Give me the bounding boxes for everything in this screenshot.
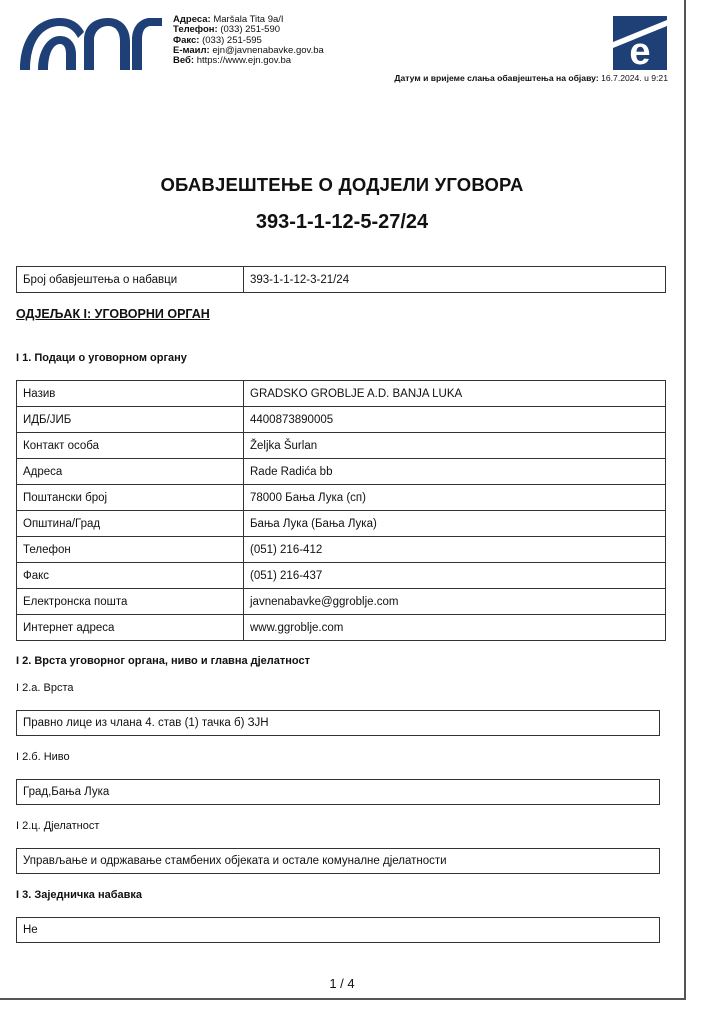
- i2c-value: Управљање и одржавање стамбених објеката и остале комуналне дјелатности: [16, 848, 660, 874]
- page-edge: [684, 0, 686, 1000]
- i2b-value: Град,Бања Лука: [16, 779, 660, 805]
- page-number: 1 / 4: [329, 976, 355, 991]
- procurement-notice-value: 393-1-1-12-3-21/24: [244, 267, 666, 293]
- table-row: Општина/Град Бања Лука (Бања Лука): [17, 511, 666, 537]
- table-row: Поштански број 78000 Бања Лука (сп): [17, 485, 666, 511]
- table-row: ИДБ/ЈИБ 4400873890005: [17, 407, 666, 433]
- submission-datetime: Датум и вријеме слања обавјештења на објаву: 16.7.2024. u 9:21: [394, 73, 668, 83]
- i2a-label: I 2.а. Врста: [16, 682, 74, 694]
- authority-website[interactable]: www.ggroblje.com: [244, 615, 666, 641]
- i2a-value: Правно лице из члана 4. став (1) тачка б) ЗЈН: [16, 710, 660, 736]
- table-row: Контакт особа Željka Šurlan: [17, 433, 666, 459]
- procurement-notice-table: [16, 266, 666, 293]
- section-heading: ОДЈЕЉАК I: УГОВОРНИ ОРГАН: [16, 307, 210, 321]
- table-row: Интернет адреса www.ggroblje.com: [17, 615, 666, 641]
- page-bottom-edge: [0, 998, 686, 1000]
- table-row: Факс (051) 216-437: [17, 563, 666, 589]
- authority-email[interactable]: javnenabavke@ggroblje.com: [244, 589, 666, 615]
- table-row: Телефон (051) 216-412: [17, 537, 666, 563]
- authority-table: [16, 380, 666, 641]
- i2-heading: I 2. Врста уговорног органа, ниво и главна дјелатност: [16, 655, 311, 667]
- table-row: Електронска пошта javnenabavke@ggroblje.com: [17, 589, 666, 615]
- ejn-wave-logo: [20, 16, 162, 70]
- i3-value: Не: [16, 917, 660, 943]
- contact-web: Веб: https://www.ejn.gov.ba: [173, 55, 292, 67]
- procurement-notice-label: Број обавјештења о набавци: [17, 267, 244, 293]
- i2b-label: I 2.б. Ниво: [16, 751, 70, 763]
- document-number: 393-1-1-12-5-27/24: [255, 211, 429, 233]
- e-logo: [613, 16, 667, 70]
- contact-phone: Телефон: (033) 251-590: [173, 24, 281, 36]
- i3-heading: I 3. Заједничка набавка: [16, 889, 143, 901]
- table-row: Адреса Rade Radića bb: [17, 459, 666, 485]
- contact-address: Адреса: Maršala Tita 9a/I: [173, 14, 284, 25]
- e-logo-letter: e: [629, 31, 651, 70]
- i1-heading: I 1. Подаци о уговорном органу: [16, 352, 187, 364]
- table-row: Назив GRADSKO GROBLJE A.D. BANJA LUKA: [17, 381, 666, 407]
- contact-block: [173, 15, 324, 66]
- contact-email: E-маил: ejn@javnenabavke.gov.ba: [173, 44, 324, 56]
- document-title: ОБАВЈЕШТЕЊЕ О ДОДЈЕЛИ УГОВОРА: [160, 174, 524, 195]
- table-row: [17, 267, 666, 293]
- contact-fax: Факс: (033) 251-595: [173, 34, 262, 46]
- i2c-label: I 2.ц. Дјелатност: [16, 820, 100, 832]
